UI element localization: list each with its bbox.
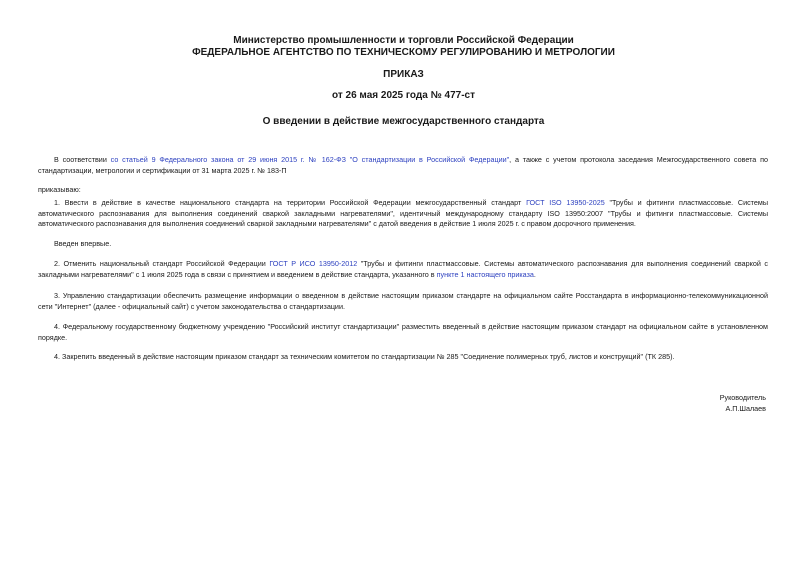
signatory-position: Руководитель <box>719 393 766 402</box>
item-1-text-after: "Трубы и фитинги пластмассовые. Системы автоматического распознавания для выполнения соединений сваркой закладными нагревателями", идентичный международному стандарту ISO 13950:2007 "Трубы и фитинги пластмассовые. Системы автоматического распознавания для выполнения соединений сваркой закладными нагревателями" с датой введения в действие 1 июля 2025 г. с правом досрочного применения. <box>38 198 768 228</box>
gost-iso-13950-2025-link[interactable]: ГОСТ ISO 13950-2025 <box>526 198 605 207</box>
introduced-first-note: Введен впервые. <box>54 239 112 248</box>
agency-heading: ФЕДЕРАЛЬНОЕ АГЕНТСТВО ПО ТЕХНИЧЕСКОМУ РЕГУЛИРОВАНИЮ И МЕТРОЛОГИИ <box>192 47 615 58</box>
preamble-text-after: , а также с учетом протокола заседания Межгосударственного совета по стандартизации, метрологии и сертификации от 31 марта 2025 г. № 183-П <box>38 155 768 175</box>
document-title: О введении в действие межгосударственного стандарта <box>262 116 545 127</box>
item-2-paragraph <box>38 259 768 280</box>
federal-law-link[interactable]: со статьей 9 Федерального закона от 29 июня 2015 г. № 162-ФЗ "О стандартизации в Российской Федерации" <box>110 155 510 164</box>
preamble-text-before: В соответствии <box>54 155 111 164</box>
signatory-name: А.П.Шалаев <box>725 404 766 413</box>
doc-type-heading: ПРИКАЗ <box>383 69 424 80</box>
order-word: приказываю: <box>38 185 81 194</box>
item-2-text-before: 2. Отменить национальный стандарт Российской Федерации <box>54 259 270 268</box>
item-2-text-middle: "Трубы и фитинги пластмассовые. Системы автоматического распознавания для выполнения соединений сваркой с закладными нагревателями" с 1 июля 2025 года в связи с принятием и введением в действие стандарта, указанного в <box>38 259 768 279</box>
item-4-paragraph: 4. Федеральному государственному бюджетному учреждению "Российский институт стандартизации" разместить введенный в действие настоящим приказом стандарт на официальном сайте в установленном порядке. <box>38 322 768 342</box>
gost-r-iso-13950-2012-link[interactable]: ГОСТ Р ИСО 13950-2012 <box>269 259 358 268</box>
item-2-text-after: . <box>533 269 536 279</box>
preamble-paragraph <box>38 155 768 176</box>
item-1-paragraph <box>38 198 768 230</box>
item-3-paragraph: 3. Управлению стандартизации обеспечить размещение информации о введенном в действие настоящим приказом стандарте на официальном сайте Росстандарта в информационно-телекоммуникационной сети "Интернет" (далее - официальный сайт) с учетом законодательства о стандартизации. <box>38 291 768 311</box>
date-number-heading: от 26 мая 2025 года № 477-ст <box>332 90 475 101</box>
item-1-reference-link[interactable]: пункте 1 настоящего приказа <box>436 269 534 279</box>
item-1-text-before: 1. Ввести в действие в качестве национального стандарта на территории Российской Федерации межгосударственный стандарт <box>54 198 527 207</box>
ministry-heading: Министерство промышленности и торговли Российской Федерации <box>233 35 574 46</box>
item-5-paragraph: 4. Закрепить введенный в действие настоящим приказом стандарт за техническим комитетом по стандартизации № 285 "Соединение полимерных труб, листов и конструкций" (ТК 285). <box>54 352 675 361</box>
